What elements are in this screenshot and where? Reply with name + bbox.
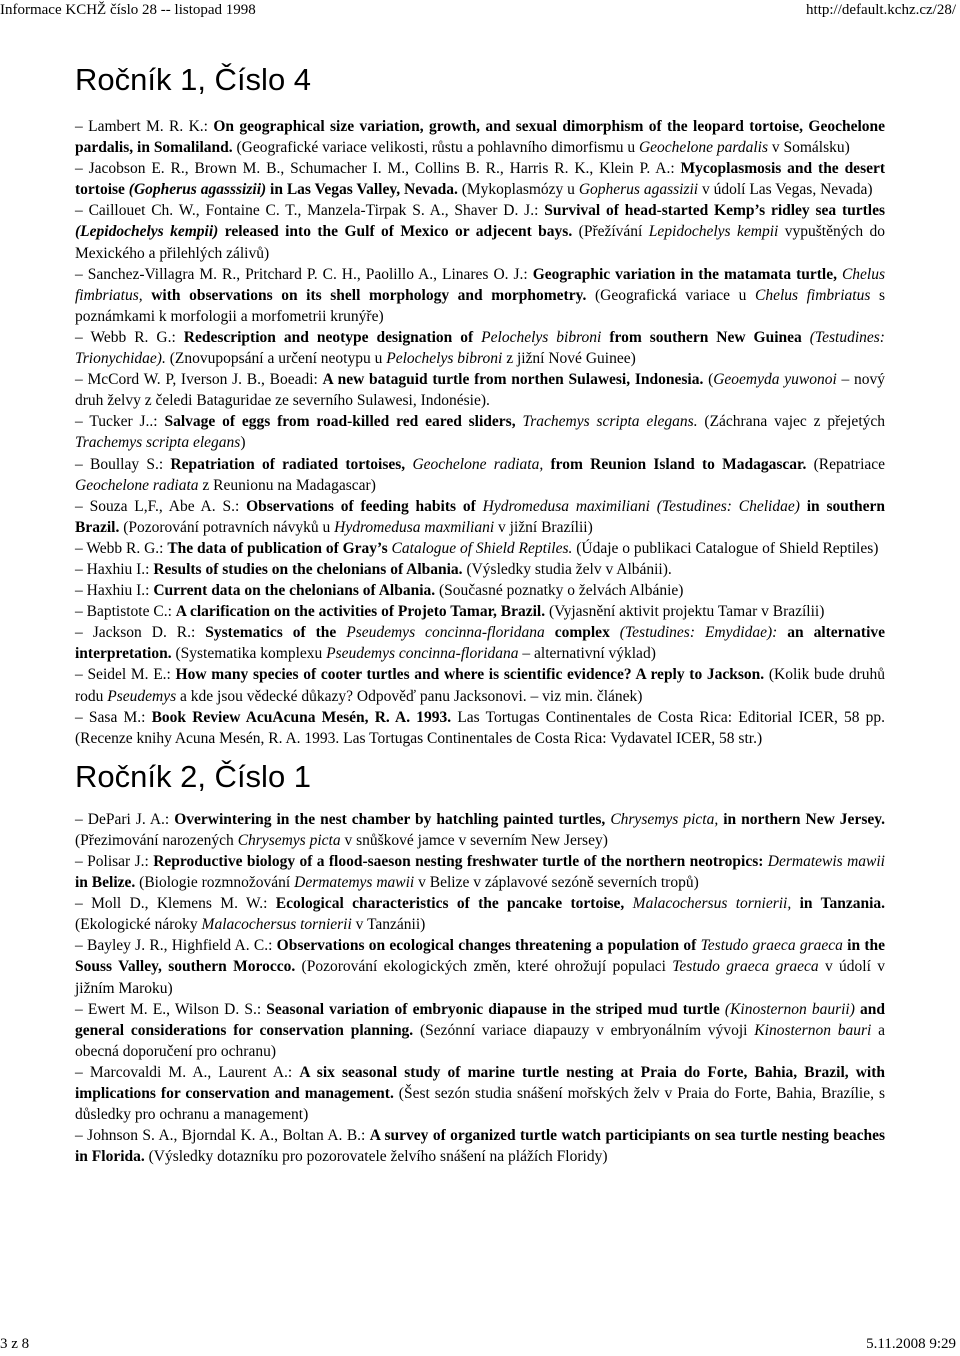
entry-title: in southern Brazil.	[75, 497, 886, 536]
entry-taxonomy: (Testudines: Trionychidae).	[75, 328, 885, 368]
entry-title: Current data on the chelonians of Albania.	[153, 582, 436, 600]
entry-note: (Mykoplasmózy u	[461, 181, 575, 199]
reference-entry	[75, 601, 885, 622]
entry-note: z jižní Nové Guinee)	[506, 350, 636, 368]
reference-entry	[75, 454, 885, 496]
entry-note: (Kolik bude druhů rodu	[75, 666, 886, 705]
entry-title: released into the Gulf of Mexico or adjecent bays.	[224, 223, 573, 241]
entry-note: v jižní Brazílii)	[498, 518, 593, 536]
reference-entry	[75, 411, 885, 453]
entry-note: z Reunionu na Madagascar)	[202, 476, 376, 494]
entry-species: (Gopherus agasssizii)	[128, 181, 267, 199]
entry-authors: Ewert M. E., Wilson D. S.:	[87, 1000, 262, 1018]
entry-title: Survival of head-started Kemp’s ridley sea turtles	[544, 202, 886, 220]
entry-title: with observations on its shell morphology and morphometry.	[151, 286, 587, 304]
reference-entry	[75, 158, 885, 200]
reference-entry	[75, 538, 885, 559]
header-title: Informace KCHŽ číslo 28 -- listopad 1998	[0, 2, 256, 18]
entry-title: Geographic variation in the matamata turtle,	[532, 265, 837, 283]
entry-authors: Caillouet Ch. W., Fontaine C. T., Manzela-Tirpak S. A., Shaver D. J.:	[88, 202, 539, 220]
entry-authors: Marcovaldi M. A., Laurent A.:	[89, 1063, 293, 1081]
entry-species: Chrysemys picta,	[610, 810, 719, 828]
entry-species: Hydromedusa maxmiliani	[334, 518, 495, 536]
entry-note: (Geografické variace velikosti, růstu a pohlavního dimorfismu u	[236, 139, 636, 157]
entry-note: (Biologie rozmnožování	[139, 874, 291, 892]
entry-authors: Seidel M. E.:	[87, 666, 171, 684]
entry-note: vypuštěných do Mexického a přilehlých zálivů)	[75, 223, 886, 262]
entry-authors: Jacobson E. R., Brown M. B., Schumacher I. M., Collins B. R., Harris R. K., Klein P. A.:	[88, 160, 675, 178]
entry-note: Las Tortugas Continentales de Costa Rica: Editorial ICER, 58 pp. (Recenze knihy Acuna Mesén, R. A. 1993. Las Tortugas Continentales de Costa Rica: Vydavatel ICER, 58 str.)	[75, 708, 886, 747]
entry-title: Salvage of eggs from road-killed red eared sliders,	[164, 413, 516, 431]
reference-entry	[75, 893, 885, 935]
entry-note: (Sezónní variace diapauzy v embryonálním vývoji	[419, 1021, 748, 1039]
reference-entry	[75, 580, 885, 601]
entry-note: (Současné poznatky o želvách Albánie)	[439, 582, 684, 600]
entry-authors: DePari J. A.:	[87, 810, 170, 828]
reference-entry	[75, 851, 885, 893]
entry-note: s poznámkami k morfologii a morfometrii krunýře)	[75, 286, 886, 325]
entry-note: (Geografická variace u	[594, 286, 747, 304]
entry-title: Reproductive biology of a flood-saeson nesting freshwater turtle of the northern neotropics:	[153, 853, 764, 870]
entry-authors: Haxhiu I.:	[86, 560, 150, 578]
entry-note: (Údaje o publikaci Catalogue of Shield Reptiles)	[576, 539, 879, 557]
entry-authors: Souza L,F., Abe A. S.:	[89, 497, 240, 515]
entry-species: Trachemys scripta elegans.	[522, 413, 698, 431]
entry-title: in Las Vegas Valley, Nevada.	[270, 181, 458, 199]
entry-note: – alternativní výklad)	[522, 645, 656, 663]
reference-entry	[75, 664, 885, 706]
entry-note: v údolí Las Vegas, Nevada)	[701, 181, 873, 199]
entry-title: Systematics of the	[205, 624, 337, 642]
entry-title: Mycoplasmosis and the desert tortoise	[75, 160, 886, 199]
reference-entry	[75, 999, 885, 1062]
entry-note: a kde jsou vědecké důkazy? Odpověď panu Jacksonovi. – viz min. článek)	[180, 687, 643, 705]
entry-authors: Tucker J..:	[89, 413, 158, 431]
entry-species: Testudo graeca graeca	[672, 958, 819, 976]
entry-note: – nový druh želvy z čeledi Bataguridae ze severního Sulawesi, Indonésie).	[75, 371, 885, 410]
document-body	[75, 58, 885, 1167]
entry-title: Observations on ecological changes threatening a population of	[276, 937, 697, 955]
reference-entry	[75, 116, 885, 158]
entry-authors: Baptistote C.:	[86, 603, 172, 621]
entry-note: (Repatriace	[813, 455, 886, 473]
entry-note: (Systematika komplexu	[175, 645, 323, 663]
entry-title: and general considerations for conservation planning.	[75, 1000, 886, 1039]
entry-note: (Pozorování ekologických změn, které ohrožují populaci	[301, 958, 666, 976]
entry-title: Seasonal variation of embryonic diapause in the striped mud turtle	[266, 1000, 720, 1018]
entry-title: in Tanzania.	[799, 895, 886, 913]
entry-note: a obecná doporučení pro ochranu)	[75, 1021, 886, 1060]
entry-authors: Webb R. G.:	[86, 539, 164, 557]
entry-title: Ecological characteristics of the pancake tortoise,	[275, 895, 625, 913]
entry-species: Gopherus agassizii	[578, 181, 699, 199]
reference-entry	[75, 1125, 885, 1167]
reference-entry	[75, 496, 885, 538]
reference-entry	[75, 327, 885, 369]
reference-entry	[75, 559, 885, 580]
section-heading: Ročník 2, Číslo 1	[75, 758, 312, 794]
entry-note: (Pozorování potravních návyků u	[123, 518, 331, 536]
entry-title: Book Review AcuAcuna Mesén, R. A. 1993.	[151, 708, 452, 726]
entry-note: v Somálsku)	[771, 139, 850, 157]
entry-title: A six seasonal study of marine turtle nesting at Praia do Forte, Bahia, Brazil, with implications for conservation and management.	[75, 1063, 886, 1103]
entry-species: Dermatewis mawii	[767, 853, 885, 870]
entry-title: Observations of feeding habits of	[246, 497, 476, 515]
entry-authors: McCord W. P, Iverson J. B., Boeadi:	[87, 371, 318, 389]
entry-title: A survey of organized turtle watch participiants on sea turtle nesting beaches in Florida.	[75, 1127, 885, 1166]
entry-title: How many species of cooter turtles and where is scientific evidence? A reply to Jackson.	[175, 666, 765, 684]
entry-title: Repatriation of radiated tortoises,	[170, 455, 406, 473]
footer-datetime: 5.11.2008 9:29	[866, 1336, 956, 1352]
entry-note: v Tanzánii)	[355, 916, 426, 934]
entry-note: (Výsledky dotazníku pro pozorovatele želvího snášení na plážích Floridy)	[148, 1148, 608, 1166]
reference-entry	[75, 264, 885, 327]
entry-species: Chrysemys picta	[237, 831, 341, 849]
entry-authors: Lambert M. R. K.:	[88, 118, 208, 135]
reference-entry	[75, 622, 885, 664]
entry-title: in Belize.	[75, 874, 136, 892]
entry-note: v snůškové jamce v severním New Jersey)	[344, 831, 608, 849]
entry-note: (Ekologické nároky	[75, 916, 198, 934]
entry-species: Testudo graeca graeca	[700, 937, 843, 955]
entry-species: Pseudemys concinna-floridana	[326, 645, 519, 663]
entry-title: in northern New Jersey.	[723, 810, 885, 828]
header-url: http://default.kchz.cz/28/	[806, 2, 956, 18]
reference-list	[75, 809, 885, 1168]
entry-authors: Haxhiu I.:	[86, 582, 150, 600]
entry-species: (Lepidochelys kempii)	[75, 223, 219, 241]
entry-authors: Moll D., Klemens M. W.:	[91, 895, 268, 913]
entry-note: (	[708, 371, 714, 389]
entry-species: Hydromedusa maximiliani (Testudines: Chelidae)	[482, 497, 800, 515]
entry-authors: Sanchez-Villagra M. R., Pritchard P. C. H., Paolillo A., Linares O. J.:	[87, 265, 528, 283]
entry-note: (Znovupopsání a určení neotypu u	[169, 350, 383, 368]
entry-species: Trachemys scripta elegans	[75, 434, 241, 452]
entry-species: Malacochersus tornierii	[201, 916, 352, 934]
entry-authors: Webb R. G.:	[90, 328, 176, 346]
entry-species: Geochelone radiata	[75, 476, 199, 494]
entry-authors: Boullay S.:	[90, 455, 164, 473]
entry-note: (Šest sezón studia snášení mořských želv v Praia do Forte, Bahia, Brazílie, s důsledky pro ochranu a management)	[75, 1085, 885, 1124]
entry-species: Pelochelys bibroni	[386, 350, 503, 368]
entry-species: Chelus fimbriatus	[754, 286, 871, 304]
entry-authors: Jackson D. R.:	[92, 624, 196, 642]
reference-entry	[75, 707, 885, 749]
entry-title: complex	[554, 624, 610, 642]
entry-title: A new bataguid turtle from northen Sulawesi, Indonesia.	[322, 371, 704, 389]
entry-note: (Výsledky studia želv v Albánii).	[466, 560, 672, 578]
entry-title: in the Souss Valley, southern Morocco.	[75, 937, 885, 976]
entry-species: Geoemyda yuwonoi	[713, 371, 837, 389]
entry-title: On geographical size variation, growth, and sexual dimorphism of the leopard tortoise, Geochelone pardalis, in Somaliland.	[75, 118, 886, 157]
entry-authors: Polisar J.:	[87, 853, 149, 870]
entry-species: Chelus fimbriatus,	[75, 265, 886, 304]
entry-species: Pelochelys bibroni	[481, 328, 602, 346]
entry-species: Pseudemys	[107, 687, 177, 705]
entry-note: (Přezimování narozených	[75, 831, 234, 849]
entry-species: Pseudemys concinna-floridana	[346, 624, 545, 642]
entry-title: from southern New Guinea	[609, 328, 802, 346]
entry-title: from Reunion Island to Madagascar.	[550, 455, 807, 473]
entry-species: Lepidochelys kempii	[648, 223, 779, 241]
page-header	[0, 0, 960, 20]
entry-species: Dermatemys mawii	[294, 874, 415, 892]
entry-title: an alternative interpretation.	[75, 624, 886, 663]
reference-entry	[75, 809, 885, 851]
entry-title: A clarification on the activities of Projeto Tamar, Brazil.	[175, 603, 546, 621]
entry-authors: Johnson S. A., Bjorndal K. A., Boltan A. B.:	[87, 1127, 366, 1145]
reference-entry	[75, 369, 885, 411]
entry-title: Results of studies on the chelonians of Albania.	[153, 560, 463, 578]
reference-entry	[75, 935, 885, 998]
entry-authors: Bayley J. R., Highfield A. C.:	[87, 937, 273, 955]
entry-title: Overwintering in the nest chamber by hatchling painted turtles,	[174, 810, 606, 828]
entry-species: Kinosternon bauri	[754, 1021, 872, 1039]
entry-title: Redescription and neotype designation of	[183, 328, 474, 346]
entry-title: The data of publication of Gray’s	[167, 539, 388, 557]
entry-note: v Belize v záplavové sezóně severních tropů)	[418, 874, 699, 892]
entry-species: Malacochersus tornierii,	[632, 895, 792, 913]
entry-species: Geochelone radiata,	[412, 455, 544, 473]
entry-note: )	[240, 434, 246, 452]
page-footer	[0, 1334, 960, 1354]
reference-list	[75, 116, 885, 749]
reference-entry	[75, 1062, 885, 1125]
entry-species: Catalogue of Shield Reptiles.	[391, 539, 573, 557]
reference-entry	[75, 200, 885, 263]
entry-note: (Vyjasnění aktivit projektu Tamar v Brazílii)	[548, 603, 825, 621]
section-heading: Ročník 1, Číslo 4	[75, 62, 312, 97]
entry-note: v údolí v jižním Maroku)	[75, 958, 885, 997]
entry-species: (Kinosternon baurii)	[724, 1000, 855, 1018]
entry-note: (Záchrana vajec z přejetých	[704, 413, 885, 431]
entry-species: Geochelone pardalis	[638, 139, 768, 157]
entry-note: (Přežívání	[578, 223, 643, 241]
entry-authors: Sasa M.:	[88, 708, 146, 726]
footer-page-number: 3 z 8	[0, 1336, 30, 1352]
entry-taxonomy: (Testudines: Emydidae):	[619, 624, 778, 642]
